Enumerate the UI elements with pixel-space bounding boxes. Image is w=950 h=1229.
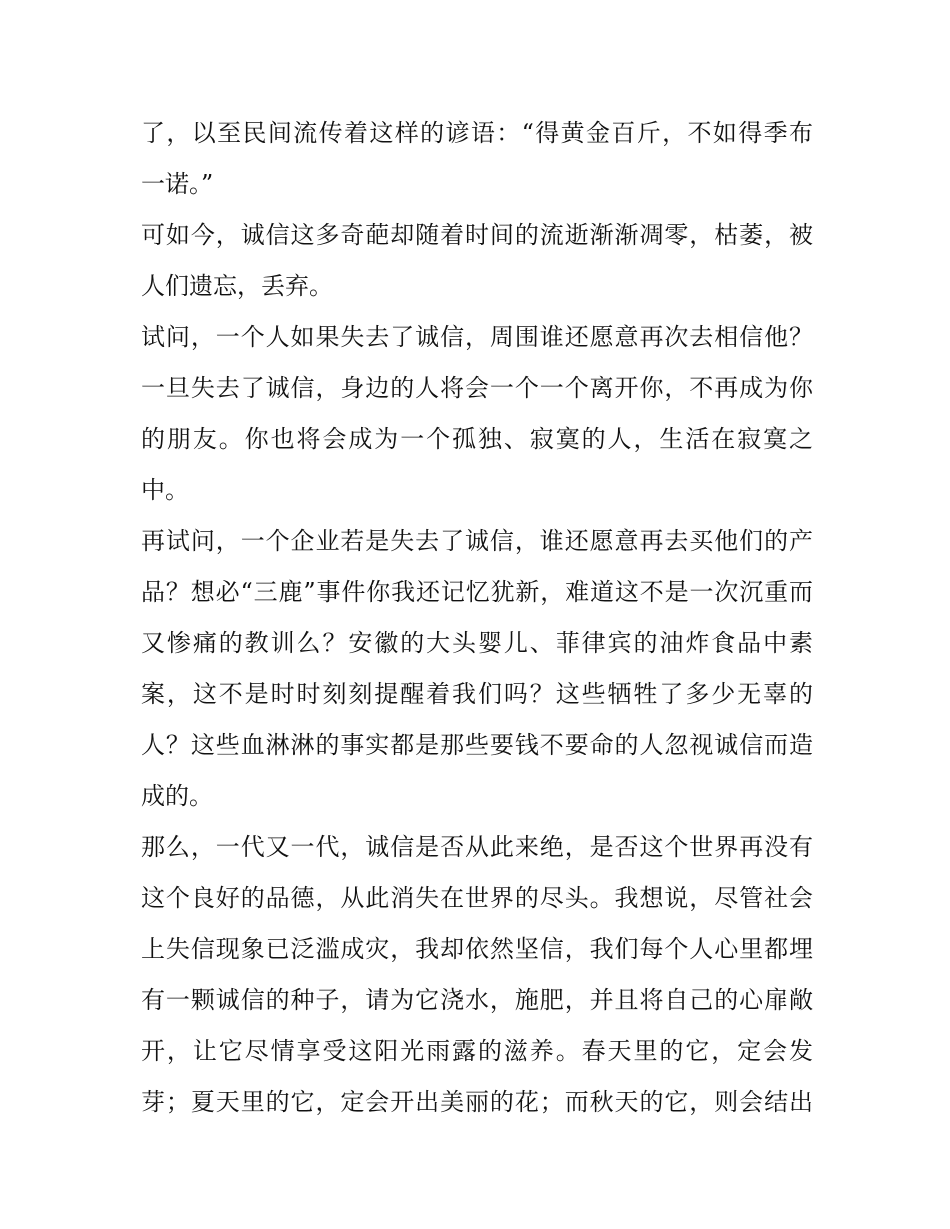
text-line: 中。: [141, 476, 189, 504]
text-line: 案，这不是时时刻刻提醒着我们吗？这些牺牲了多少无辜的: [141, 680, 813, 708]
text-line: 一旦失去了诚信，身边的人将会一个一个离开你，不再成为你: [141, 374, 813, 402]
text-line: 上失信现象已泛滥成灾，我却依然坚信，我们每个人心里都埋: [141, 935, 813, 963]
text-line: 人？这些血淋淋的事实都是那些要钱不要命的人忽视诚信而造: [141, 731, 813, 759]
text-line: 的朋友。你也将会成为一个孤独、寂寞的人，生活在寂寞之: [141, 425, 813, 453]
document-body: [141, 108, 813, 1128]
text-line: 开，让它尽情享受这阳光雨露的滋养。春天里的它，定会发: [141, 1037, 813, 1065]
text-line: 成的。: [141, 782, 213, 810]
text-line: 人们遗忘，丢弃。: [141, 272, 333, 300]
text-line: 芽；夏天里的它，定会开出美丽的花；而秋天的它，则会结出: [141, 1088, 813, 1116]
paragraph-1: [141, 108, 813, 210]
text-line: 一诺。”: [141, 170, 214, 198]
text-line: 那么，一代又一代，诚信是否从此来绝，是否这个世界再没有: [141, 833, 813, 861]
text-line: 了，以至民间流传着这样的谚语：“得黄金百斤，不如得季布: [141, 119, 813, 147]
paragraph-3: [141, 312, 813, 516]
text-line: 再试问，一个企业若是失去了诚信，谁还愿意再去买他们的产: [141, 527, 813, 555]
text-line: 有一颗诚信的种子，请为它浇水，施肥，并且将自己的心扉敞: [141, 986, 813, 1014]
paragraph-2: [141, 210, 813, 312]
text-line: 品？想必“三鹿”事件你我还记忆犹新，难道这不是一次沉重而: [141, 578, 813, 606]
text-line: 可如今，诚信这多奇葩却随着时间的流逝渐渐凋零，枯萎，被: [141, 221, 813, 249]
text-line: 试问，一个人如果失去了诚信，周围谁还愿意再次去相信他？: [141, 323, 813, 351]
paragraph-4: [141, 516, 813, 822]
text-line: 又惨痛的教训么？安徽的大头婴儿、菲律宾的油炸食品中素: [141, 629, 813, 657]
paragraph-5: [141, 822, 813, 1128]
text-line: 这个良好的品德，从此消失在世界的尽头。我想说，尽管社会: [141, 884, 813, 912]
